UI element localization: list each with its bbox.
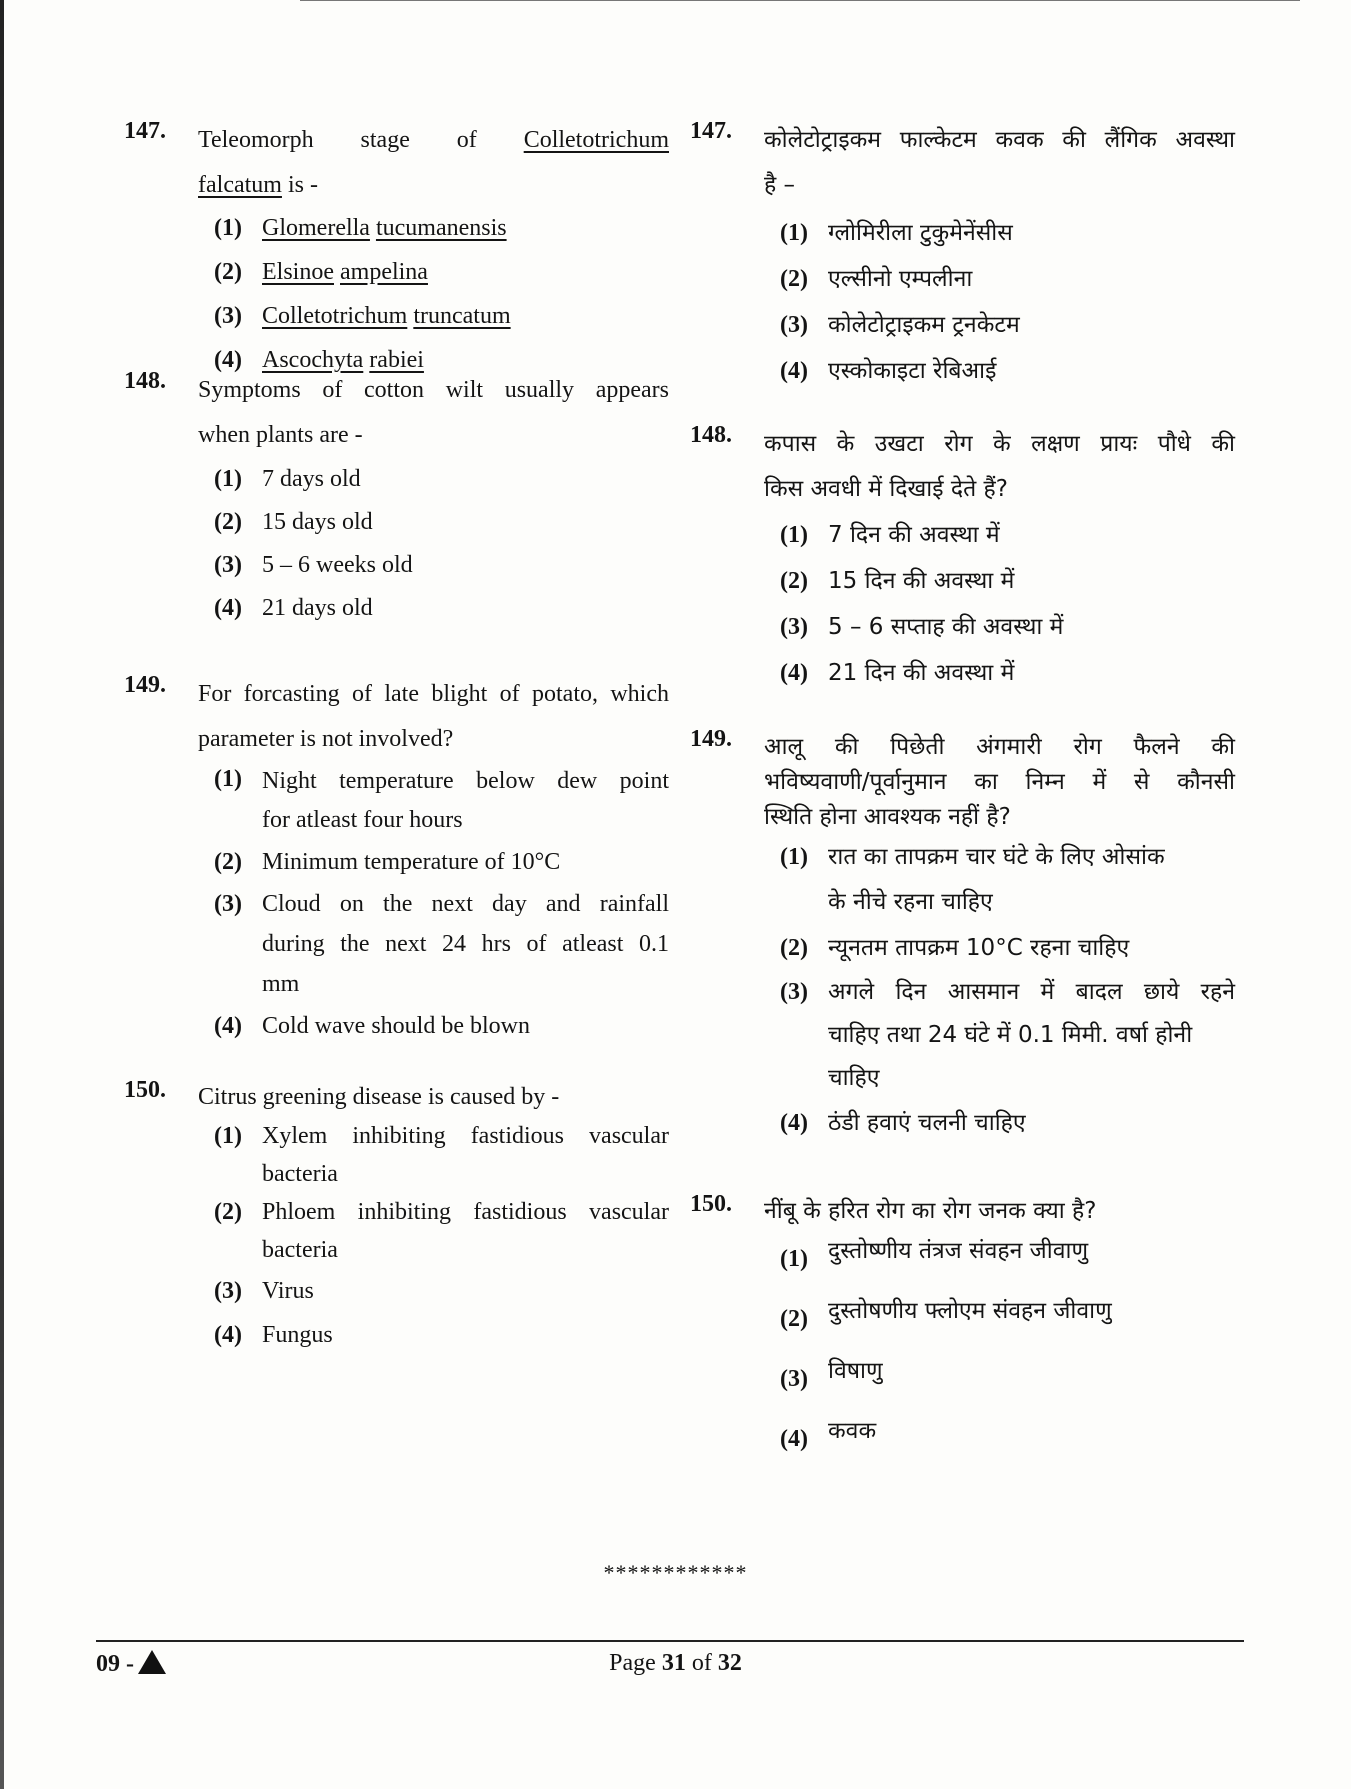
option-4: (4) Cold wave should be blown xyxy=(214,1013,530,1039)
options-list xyxy=(780,1221,1235,1461)
option-1: (1) 7 days old xyxy=(214,466,361,492)
options-list xyxy=(214,206,669,382)
option-2: (2) एल्सीनो एम्पलीना xyxy=(780,266,973,292)
scan-left-edge xyxy=(0,0,4,1789)
question-149-hi xyxy=(690,726,1235,1191)
option-2: (2) 15 days old xyxy=(214,509,373,535)
option-4: (4) एस्कोकाइटा रेबिआई xyxy=(780,358,997,384)
option-3: (3) Virus xyxy=(214,1278,314,1304)
genus-name: Colletotrichum xyxy=(523,127,669,153)
option-3: (3) Colletotrichum truncatum xyxy=(214,294,669,338)
option-4: (4) 21 दिन की अवस्था में xyxy=(780,660,1015,686)
option-1: (1) रात का तापक्रम चार घंटे के लिए ओसांक के नीचे रहना चाहिए xyxy=(780,844,1165,915)
options-list xyxy=(780,512,1235,696)
question-149-en xyxy=(124,672,669,1077)
options-list xyxy=(780,835,1235,1146)
english-column xyxy=(124,118,669,1357)
option-1: (1) Xylem inhibiting fastidious vascular bacteria xyxy=(214,1123,669,1187)
option-3: (3) कोलेटोट्राइकम ट्रनकेटम xyxy=(780,312,1020,338)
question-text: कपास के उखटा रोग के लक्षण प्रायः पौधे की किस अवधी में दिखाई देते हैं? xyxy=(764,431,1235,502)
question-150-hi xyxy=(690,1191,1235,1461)
option-4: (4) 21 days old xyxy=(214,595,373,621)
question-150-en xyxy=(124,1077,669,1357)
question-147-hi xyxy=(690,118,1235,422)
question-text: कोलेटोट्राइकम फाल्केटम कवक की लैंगिक अवस्था है – xyxy=(764,127,1235,198)
options-list xyxy=(214,458,669,630)
option-3: (3) Cloud on the next day and rainfall during the next 24 hrs of atleast 0.1 mm xyxy=(214,891,669,997)
option-4: (4) ठंडी हवाएं चलनी चाहिए xyxy=(780,1110,1026,1136)
question-number: 148. xyxy=(690,422,732,448)
question-text-part: is - xyxy=(281,172,318,198)
question-text xyxy=(198,118,669,208)
option-number: (1) xyxy=(214,215,242,241)
option-3: (3) 5 – 6 weeks old xyxy=(214,552,413,578)
footer-divider xyxy=(96,1640,1244,1642)
options-list xyxy=(780,210,1235,394)
option-2: (2) Phloem inhibiting fastidious vascular bacteria xyxy=(214,1199,669,1263)
scan-top-edge xyxy=(300,0,1300,1)
option-1: (1) Glomerella tucumanensis xyxy=(214,206,669,250)
question-148-en xyxy=(124,368,669,672)
option-4: (4) कवक xyxy=(780,1418,877,1452)
question-147-en xyxy=(124,118,669,373)
option-2: (2) दुस्तोषणीय फ्लोएम संवहन जीवाणु xyxy=(780,1298,1112,1332)
question-number: 150. xyxy=(124,1077,166,1103)
options-list xyxy=(214,1117,669,1357)
booklet-code: 09 - xyxy=(96,1650,166,1678)
question-number: 149. xyxy=(690,726,732,752)
option-2: (2) न्यूनतम तापक्रम 10°C रहना चाहिए xyxy=(780,935,1130,961)
option-1: (1) 7 दिन की अवस्था में xyxy=(780,522,1000,548)
option-3: (3) विषाणु xyxy=(780,1358,883,1392)
question-text: नींबू के हरित रोग का रोग जनक क्या है? xyxy=(764,1198,1097,1224)
question-text: Symptoms of cotton wilt usually appears when plants are - xyxy=(198,377,669,448)
species-name: falcatum xyxy=(198,172,282,198)
option-1: (1) Night temperature below dew point for atleast four hours xyxy=(214,766,669,833)
question-number: 148. xyxy=(124,368,166,394)
question-number: 147. xyxy=(124,118,166,144)
option-4: (4) Fungus xyxy=(214,1322,333,1348)
question-text: Citrus greening disease is caused by - xyxy=(198,1084,560,1110)
option-number: (2) xyxy=(214,259,242,285)
option-4: (4) Ascochyta rabiei xyxy=(214,338,669,382)
option-1: (1) दुस्तोष्णीय तंत्रज संवहन जीवाणु xyxy=(780,1238,1089,1272)
question-148-hi xyxy=(690,422,1235,726)
question-number: 150. xyxy=(690,1191,732,1217)
option-3: (3) अगले दिन आसमान में बादल छाये रहने चाहिए तथा 24 घंटे में 0.1 मिमी. वर्षा होनी चाहिए xyxy=(780,979,1235,1091)
question-text: आलू की पिछेती अंगमारी रोग फैलने की भविष्यवाणी/पूर्वानुमान का निम्न में से कौनसी स्थिति होना आवश्यक नहीं है? xyxy=(764,734,1235,830)
option-2: (2) Elsinoe ampelina xyxy=(214,250,669,294)
end-marker: ************ xyxy=(603,1560,748,1585)
question-number: 147. xyxy=(690,118,732,144)
option-number: (3) xyxy=(214,303,242,329)
hindi-column xyxy=(690,118,1235,1461)
question-number: 149. xyxy=(124,672,166,698)
page-number: Page 31 of 32 xyxy=(609,1650,742,1676)
option-2: (2) 15 दिन की अवस्था में xyxy=(780,568,1015,594)
question-text: For forcasting of late blight of potato, which parameter is not involved? xyxy=(198,681,669,752)
options-list xyxy=(214,760,669,1048)
option-1: (1) ग्लोमिरीला टुकुमेनेंसीस xyxy=(780,220,1013,246)
option-3: (3) 5 – 6 सप्ताह की अवस्था में xyxy=(780,614,1064,640)
question-text-part: Teleomorph stage of xyxy=(198,127,477,153)
option-2: (2) Minimum temperature of 10°C xyxy=(214,849,561,875)
option-number: (4) xyxy=(214,347,242,373)
